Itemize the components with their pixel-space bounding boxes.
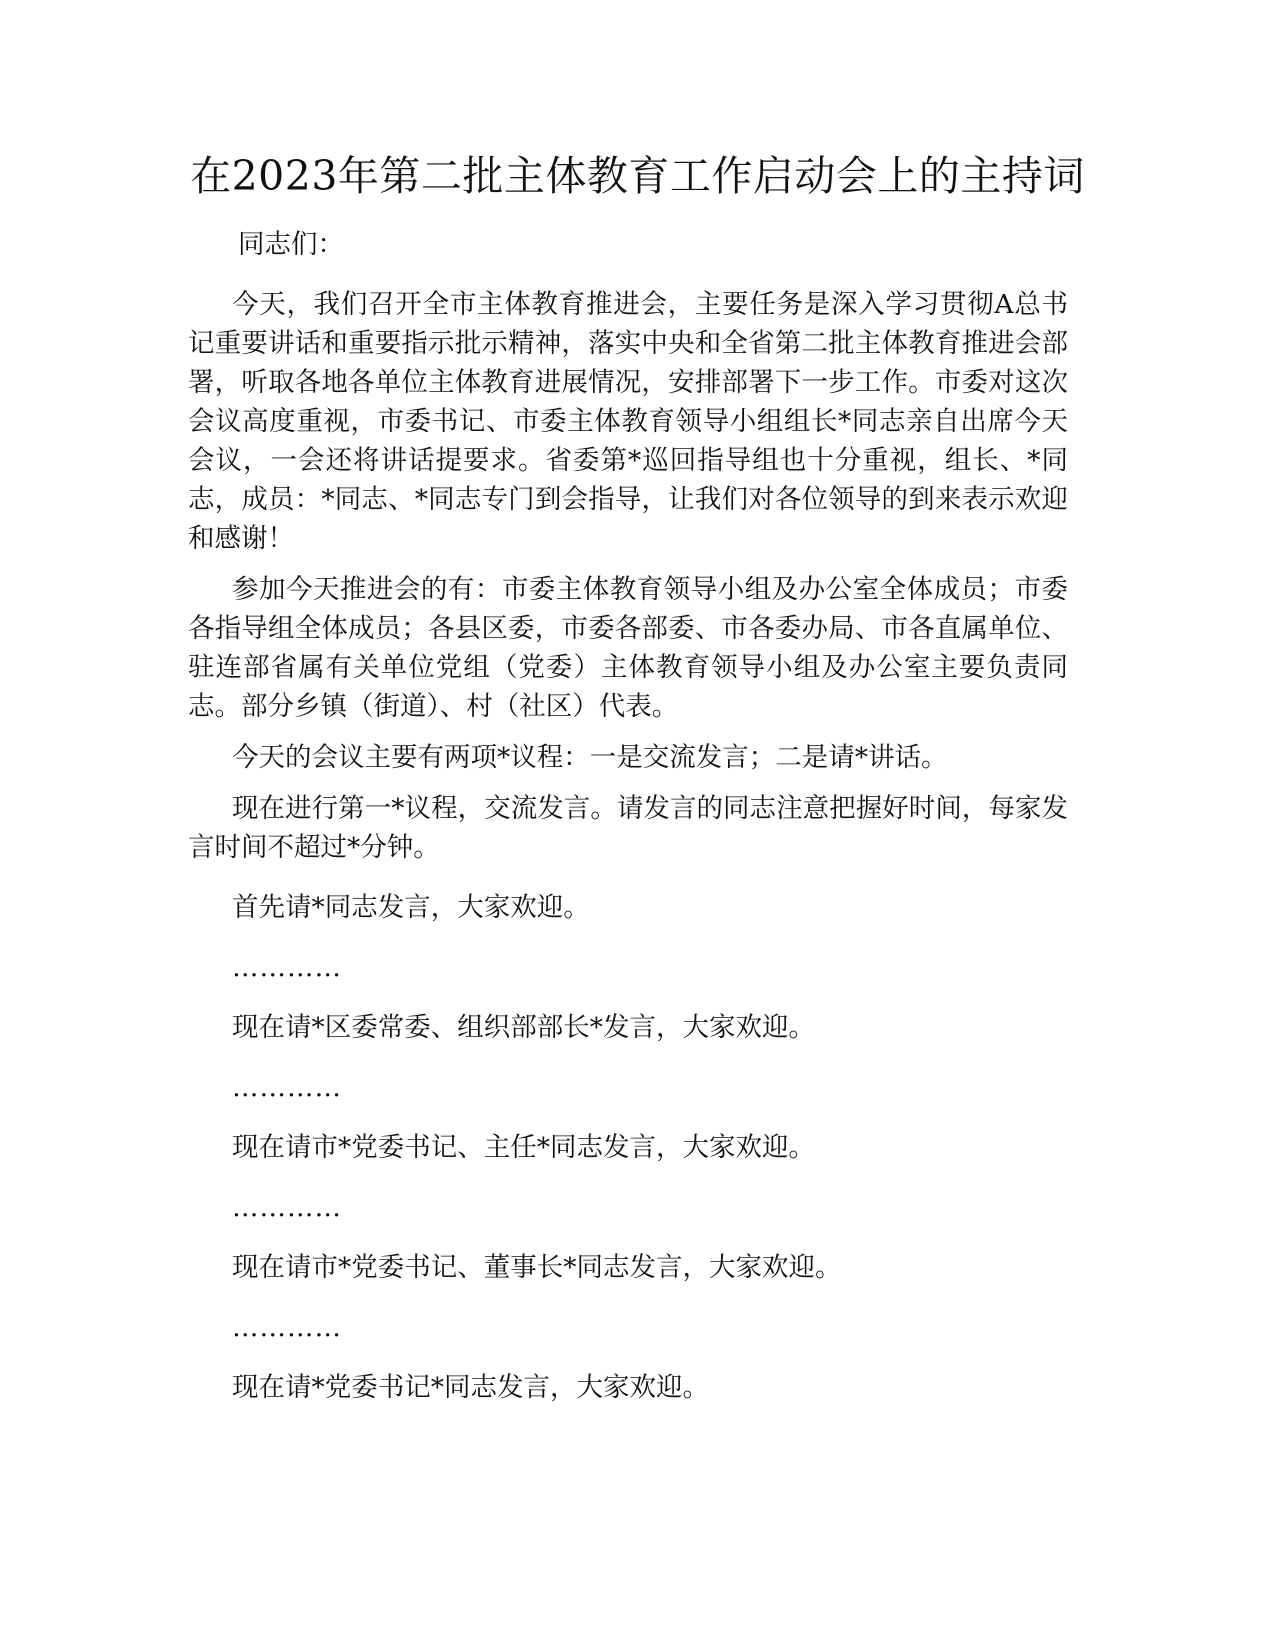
speaker-line-5: 现在请*党委书记*同志发言，大家欢迎。 (232, 1372, 709, 1403)
ellipsis-separator-2: ………… (232, 1072, 342, 1103)
document-body (188, 225, 1068, 1428)
paragraph-opening: 今天，我们召开全市主体教育推进会，主要任务是深入学习贯彻A总书记重要讲话和重要指示批示精神，落实中央和全省第二批主体教育推进会部署，听取各地各单位主体教育进展情况，安排部署下一步工作。市委对这次会议高度重视，市委书记、市委主体教育领导小组组长*同志亲自出席今天会议，一会还将讲话提要求。省委第*巡回指导组也十分重视，组长、*同志，成员：*同志、*同志专门到会指导，让我们对各位领导的到来表示欢迎和感谢！ (188, 289, 1068, 554)
paragraph-exchange: 现在进行第一*议程，交流发言。请发言的同志注意把握好时间，每家发言时间不超过*分钟。 (188, 793, 1068, 863)
speaker-line-3: 现在请市*党委书记、主任*同志发言，大家欢迎。 (232, 1132, 815, 1163)
speaker-line-2: 现在请*区委常委、组织部部长*发言，大家欢迎。 (232, 1012, 815, 1043)
paragraph-attendees: 参加今天推进会的有：市委主体教育领导小组及办公室全体成员；市委各指导组全体成员；各县区委，市委各部委、市各委办局、市各直属单位、驻连部省属有关单位党组（党委）主体教育领导小组及办公室主要负责同志。部分乡镇（街道）、村（社区）代表。 (188, 574, 1068, 722)
paragraph-agenda: 今天的会议主要有两项*议程：一是交流发言；二是请*讲话。 (232, 742, 948, 773)
speaker-line-4: 现在请市*党委书记、董事长*同志发言，大家欢迎。 (232, 1252, 842, 1283)
document-title: 在2023年第二批主体教育工作启动会上的主持词 (190, 152, 1085, 200)
speaker-line-1: 首先请*同志发言，大家欢迎。 (232, 892, 590, 923)
ellipsis-separator-4: ………… (232, 1312, 342, 1343)
ellipsis-separator-3: ………… (232, 1192, 342, 1223)
greeting: 同志们： (238, 229, 344, 260)
ellipsis-separator-1: ………… (232, 952, 342, 983)
